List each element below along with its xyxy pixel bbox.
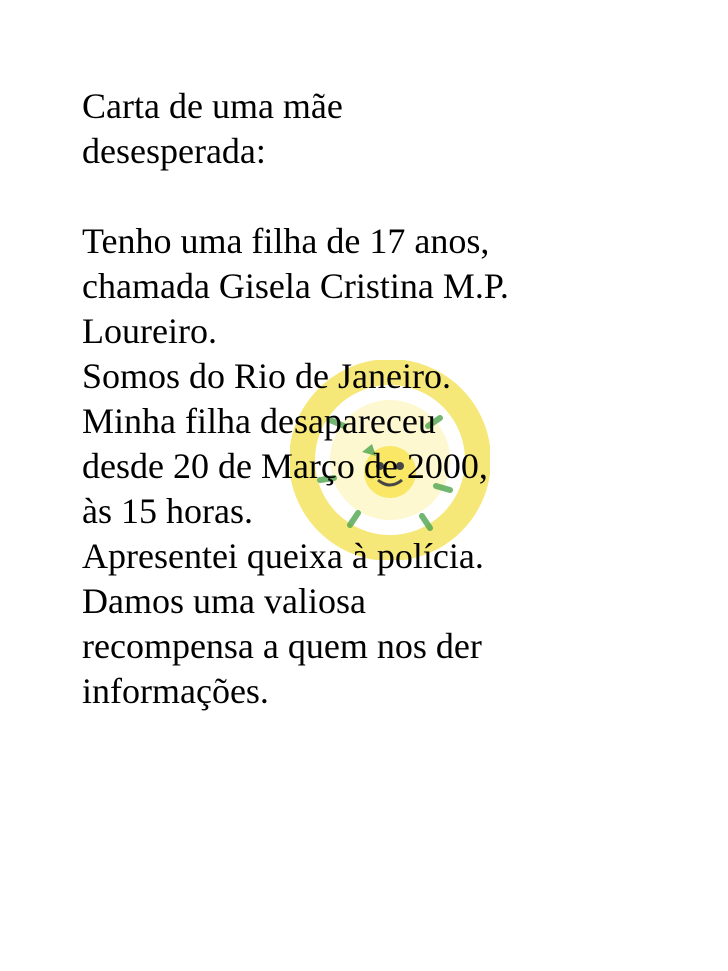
letter-title-line-2: desesperada: xyxy=(82,131,266,171)
letter-body-line: desde 20 de Março de 2000, xyxy=(82,446,488,486)
letter-body-line: Damos uma valiosa xyxy=(82,581,366,621)
letter-body-line: Tenho uma filha de 17 anos, xyxy=(82,221,490,261)
letter-title-line-1: Carta de uma mãe xyxy=(82,86,343,126)
letter-body-line: Somos do Rio de Janeiro. xyxy=(82,356,451,396)
blank-line xyxy=(82,174,702,219)
letter-body-line: Minha filha desapareceu xyxy=(82,401,436,441)
letter-body-line: às 15 horas. xyxy=(82,491,253,531)
letter-body-line: recompensa a quem nos der xyxy=(82,626,482,666)
letter-body-line: chamada Gisela Cristina M.P. xyxy=(82,266,509,306)
letter-body-line: informações. xyxy=(82,671,269,711)
letter-body-line: Loureiro. xyxy=(82,311,217,351)
letter-text xyxy=(82,84,702,714)
letter-body-line: Apresentei queixa à polícia. xyxy=(82,536,484,576)
